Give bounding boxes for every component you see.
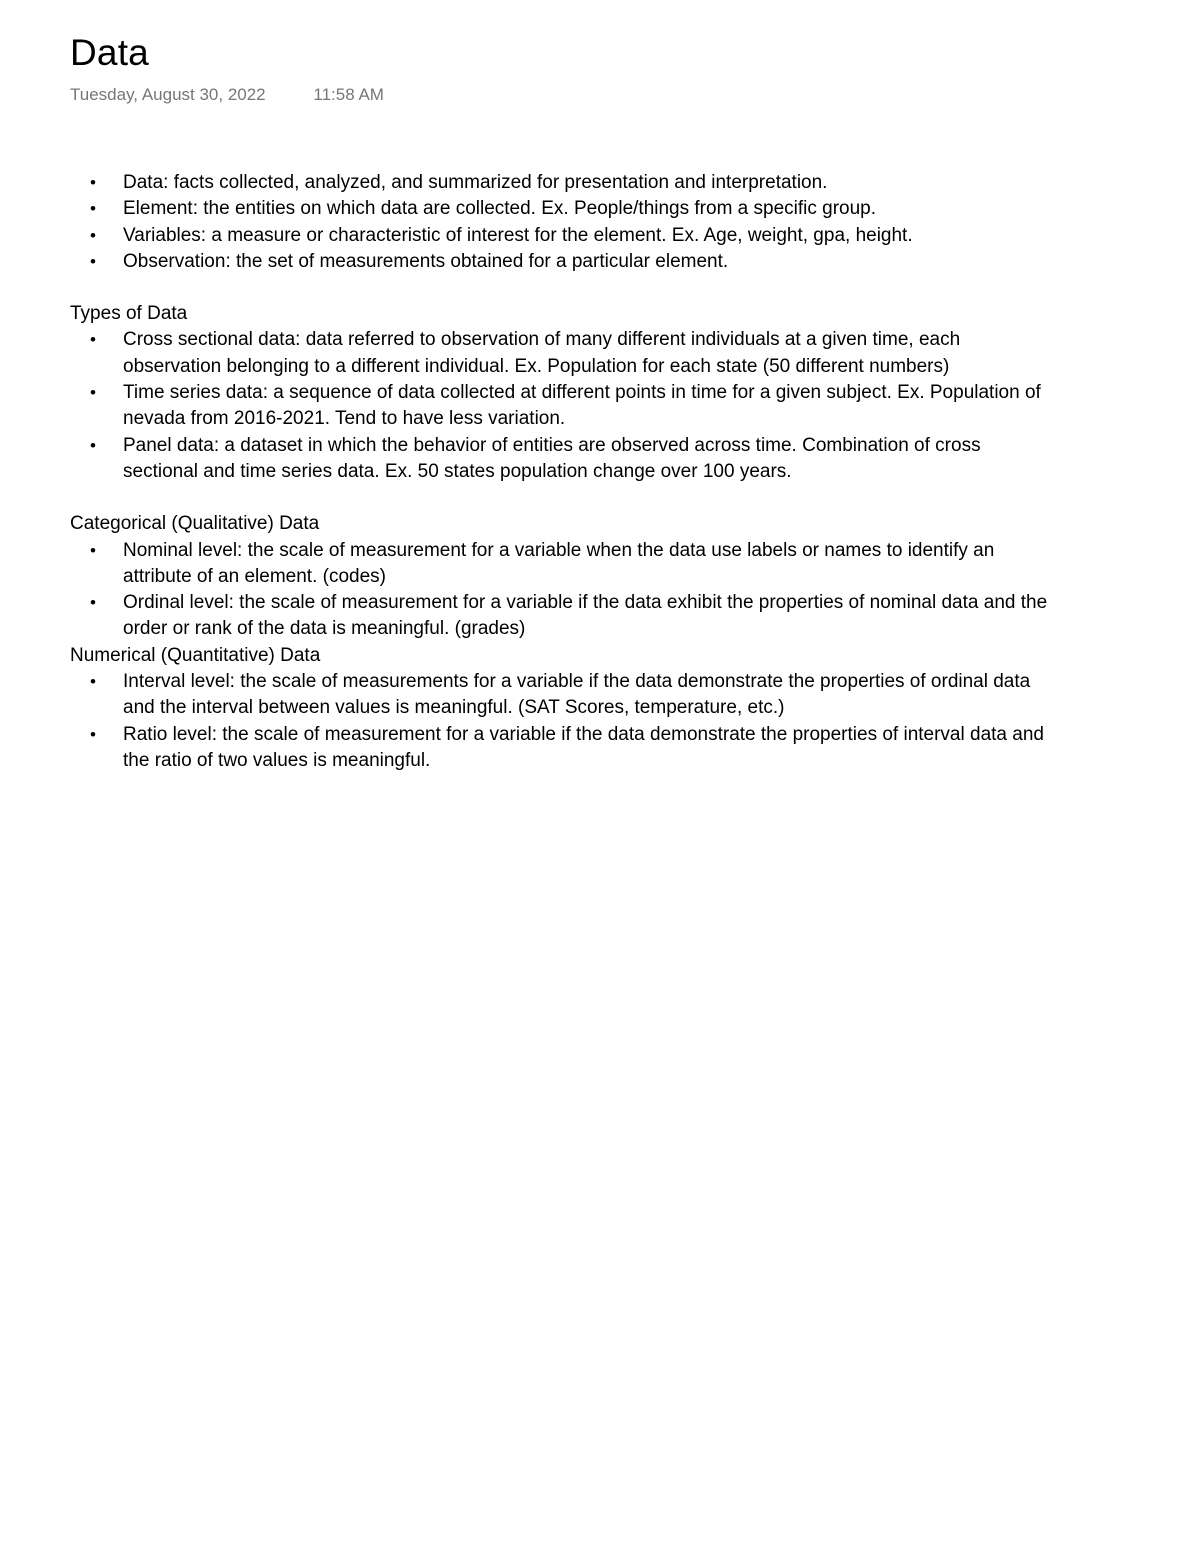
list-item — [90, 669, 1060, 722]
page-date: Tuesday, August 30, 2022 — [70, 85, 266, 104]
list-item-text: Variables: a measure or characteristic of interest for the element. Ex. Age, weight, gpa, height. — [123, 224, 913, 246]
page-time: 11:58 AM — [313, 85, 384, 104]
page-meta — [70, 84, 384, 106]
list-item-text: Data: facts collected, analyzed, and summarized for presentation and interpretation. — [123, 172, 828, 193]
list-item-text: Interval level: the scale of measurements for a variable if the data demonstrate the properties of ordinal data and the interval between values is meaningful. (SAT Scores, temperature, etc.) — [123, 671, 1031, 719]
list-item — [90, 722, 1060, 775]
bullet-icon: • — [90, 724, 96, 744]
definitions-list — [70, 170, 1060, 275]
list-item-text: Nominal level: the scale of measurement for a variable when the data use labels or names to identify an attribute of an element. (codes) — [123, 539, 995, 587]
types-of-data-list — [70, 327, 1060, 485]
types-of-data-heading: Types of Data — [70, 303, 188, 325]
page-title: Data — [70, 32, 149, 73]
list-item — [90, 223, 1060, 249]
bullet-icon: • — [90, 540, 96, 560]
spacer — [70, 485, 1060, 511]
categorical-list — [70, 538, 1060, 643]
list-item-text: Ordinal level: the scale of measurement for a variable if the data exhibit the properties of nominal data and the order or rank of the data is meaningful. (grades) — [123, 592, 1048, 640]
bullet-icon: • — [90, 225, 96, 245]
list-item — [90, 433, 1060, 486]
bullet-icon: • — [90, 435, 96, 455]
bullet-icon: • — [90, 173, 96, 192]
list-item-text: Panel data: a dataset in which the behavior of entities are observed across time. Combination of cross sectional and time series data. Ex. 50 states population change over 100 years. — [123, 434, 981, 482]
list-item — [90, 249, 1060, 275]
bullet-icon: • — [90, 251, 96, 271]
bullet-icon: • — [90, 383, 96, 403]
bullet-icon: • — [90, 199, 96, 219]
bullet-icon: • — [90, 672, 96, 692]
note-content — [70, 170, 1060, 774]
numerical-list — [70, 669, 1060, 774]
list-item-text: Element: the entities on which data are collected. Ex. People/things from a specific group. — [123, 198, 877, 220]
list-item-text: Time series data: a sequence of data collected at different points in time for a given subject. Ex. Population of nevada from 2016-2021. Tend to have less variation. — [123, 382, 1041, 430]
list-item — [90, 380, 1060, 433]
bullet-icon: • — [90, 593, 96, 613]
list-item — [90, 590, 1060, 643]
spacer — [70, 275, 1060, 301]
numerical-heading: Numerical (Quantitative) Data — [70, 644, 321, 666]
bullet-icon: • — [90, 330, 96, 350]
list-item — [90, 327, 1060, 380]
list-item-text: Observation: the set of measurements obtained for a particular element. — [123, 250, 729, 272]
list-item-text: Ratio level: the scale of measurement for a variable if the data demonstrate the properties of interval data and the ratio of two values is meaningful. — [123, 723, 1044, 771]
list-item-text: Cross sectional data: data referred to observation of many different individuals at a given time, each observation belonging to a different individual. Ex. Population for each state (50 different numbers) — [123, 329, 961, 377]
list-item — [90, 170, 1060, 196]
list-item — [90, 538, 1060, 591]
categorical-heading: Categorical (Qualitative) Data — [70, 513, 320, 535]
list-item — [90, 196, 1060, 222]
